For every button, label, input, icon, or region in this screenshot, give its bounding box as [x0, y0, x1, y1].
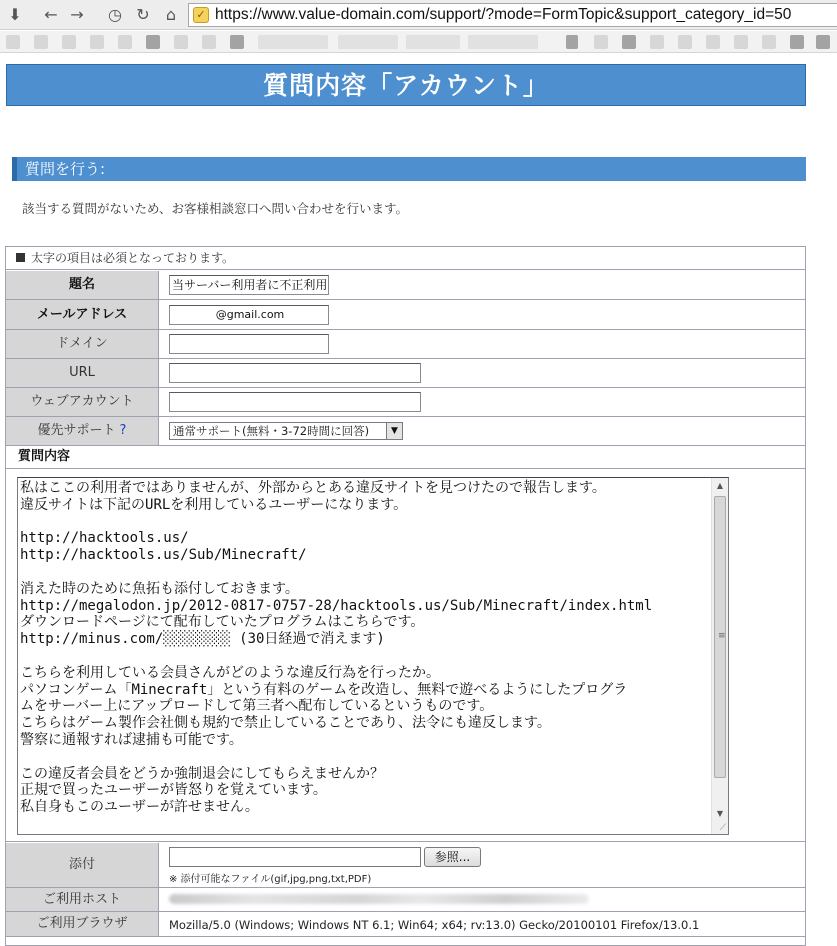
question-text-line: http://minus.com/░░░░░░░░ (30日経過で消えます): [20, 631, 385, 648]
question-text-line: この違反者会員をどうか強制退会にしてもらえませんか？: [20, 765, 384, 782]
question-text-line: [20, 749, 710, 766]
toolbar-icon[interactable]: [174, 35, 188, 49]
form-row-web-account: [6, 388, 805, 417]
question-text-line: 警察に通報すれば逮捕も可能です。: [20, 731, 243, 748]
vertical-scrollbar[interactable]: [711, 478, 728, 834]
toolbar-icon[interactable]: [762, 35, 776, 49]
browser-navigation-bar: [0, 0, 837, 30]
toolbar-bookmark[interactable]: [406, 35, 460, 49]
scrollbar-thumb[interactable]: [714, 496, 726, 778]
page-title: 質問内容「アカウント」: [6, 64, 806, 106]
toolbar-icon[interactable]: [734, 35, 748, 49]
question-text-line: http://hacktools.us/Sub/Minecraft/: [20, 547, 307, 564]
square-bullet-icon: [16, 253, 25, 262]
bookmarks-toolbar: [0, 31, 837, 53]
question-text-line: 違反サイトは下記のURLを利用しているユーザーになります。: [20, 496, 408, 513]
priority-select[interactable]: [169, 422, 403, 440]
reload-icon[interactable]: ↻: [136, 5, 150, 24]
toolbar-icon[interactable]: [230, 35, 244, 49]
toolbar-bookmark[interactable]: [468, 35, 538, 49]
home-icon[interactable]: ⌂: [165, 5, 177, 24]
support-form: [5, 246, 806, 946]
url-input[interactable]: [169, 363, 421, 383]
question-text-line: 私はここの利用者ではありませんが、外部からとある違反サイトを見つけたので報告します。: [20, 480, 606, 496]
toolbar-icon[interactable]: [146, 35, 160, 49]
notice-text: 該当する質問がないため、お客様相談窓口へ問い合わせを行います。: [22, 201, 409, 216]
question-textarea[interactable]: [17, 477, 729, 835]
browse-button[interactable]: 参照...: [424, 847, 481, 867]
form-row-url: [6, 359, 805, 388]
resize-handle-icon[interactable]: ⟋: [719, 823, 726, 833]
question-text-line: ムをサーバー上にアップロードして第三者へ配布しているというものです。: [20, 698, 494, 715]
question-text-line: [20, 564, 710, 581]
question-text-line: 私自身もこのユーザーが許せません。: [20, 799, 259, 816]
download-icon[interactable]: ⬇: [8, 5, 22, 24]
question-text-line: パソコンゲーム「Minecraft」という有料のゲームを改造し、無料で遊べるようにしたプログラ: [20, 681, 628, 698]
priority-select-value: 通常サポート(無料・3-72時間に回答): [173, 424, 370, 438]
browser-value: Mozilla/5.0 (Windows; Windows NT 6.1; Win64; x64; rv:13.0) Gecko/20100101 Firefox/13.0.1: [169, 918, 700, 932]
toolbar-icon[interactable]: [62, 35, 76, 49]
scroll-down-icon[interactable]: ▼: [716, 809, 724, 818]
url-label: URL: [6, 359, 159, 387]
toolbar-icon[interactable]: [706, 35, 720, 49]
web-account-label: ウェブアカウント: [6, 388, 159, 416]
subject-input[interactable]: 当サーバー利用者に不正利用: [169, 275, 329, 295]
section-heading: 質問を行う:: [12, 157, 806, 181]
toolbar-icon[interactable]: [90, 35, 104, 49]
form-row-email: [6, 300, 805, 330]
attachment-label: 添付: [6, 843, 159, 887]
question-text-line: こちらはゲーム製作会社側も規約で禁止していることであり、法令にも違反します。: [20, 715, 551, 732]
question-text-line: [20, 514, 710, 531]
question-text-line: 消えた時のために魚拓も添付しておきます。: [20, 580, 299, 597]
form-row-domain: [6, 330, 805, 359]
toolbar-icon[interactable]: [594, 35, 608, 49]
address-url[interactable]: https://www.value-domain.com/support/?mode=FormTopic&support_category_id=50: [215, 6, 792, 23]
toolbar-icon[interactable]: [566, 35, 578, 49]
form-row-attachment: [6, 843, 805, 888]
form-row-browser: [6, 912, 805, 937]
email-input[interactable]: @gmail.com: [169, 305, 329, 325]
question-text-line: http://hacktools.us/: [20, 530, 189, 547]
attachment-note: ※ 添付可能なファイル(gif,jpg,png,txt,PDF): [169, 874, 372, 885]
back-icon[interactable]: ←: [44, 5, 58, 24]
scroll-up-icon[interactable]: ▲: [716, 481, 724, 490]
toolbar-icon[interactable]: [34, 35, 48, 49]
lock-icon: ✓: [193, 7, 209, 23]
forward-icon[interactable]: →: [70, 5, 84, 24]
priority-label: 優先サポート: [37, 423, 116, 438]
toolbar-icon[interactable]: [816, 35, 830, 49]
toolbar-bookmark[interactable]: [338, 35, 398, 49]
attachment-file-input[interactable]: [169, 847, 421, 867]
toolbar-icon[interactable]: [6, 35, 20, 49]
chevron-down-icon[interactable]: ▼: [386, 423, 402, 439]
toolbar-icon[interactable]: [650, 35, 664, 49]
form-row-subject: [6, 271, 805, 300]
toolbar-icon[interactable]: [790, 35, 804, 49]
host-label: ご利用ホスト: [6, 888, 159, 911]
question-text-line: [20, 648, 710, 665]
toolbar-icon[interactable]: [622, 35, 636, 49]
history-icon[interactable]: ◷: [108, 5, 122, 24]
toolbar-icon[interactable]: [202, 35, 216, 49]
address-bar[interactable]: [188, 3, 837, 27]
priority-label-cell: [6, 417, 159, 445]
subject-label: 題名: [6, 271, 159, 299]
toolbar-icon[interactable]: [118, 35, 132, 49]
priority-help-link[interactable]: ?: [119, 423, 127, 438]
required-note: [6, 247, 805, 270]
domain-input[interactable]: [169, 334, 329, 354]
toolbar-bookmark[interactable]: [258, 35, 328, 49]
form-row-priority: [6, 417, 805, 446]
required-note-text: 太字の項目は必須となっております。: [31, 251, 235, 265]
question-text-line: こちらを利用している会員さんがどのような違反行為を行ったか。: [20, 664, 440, 681]
toolbar-icon[interactable]: [678, 35, 692, 49]
form-row-host: [6, 888, 805, 912]
host-value-redacted: [169, 894, 589, 904]
web-account-input[interactable]: [169, 392, 421, 412]
question-text: [20, 480, 710, 816]
browser-label: ご利用ブラウザ: [6, 912, 159, 936]
email-label: メールアドレス: [6, 300, 159, 329]
grip-icon: ≡: [718, 631, 726, 641]
question-text-line: ダウンロードページにて配布していたプログラムはこちらです。: [20, 614, 425, 631]
question-text-line: 正規で買ったユーザーが皆怒りを覚えています。: [20, 782, 327, 799]
question-text-line: http://megalodon.jp/2012-0817-0757-28/hacktools.us/Sub/Minecraft/index.html: [20, 597, 653, 614]
domain-label: ドメイン: [6, 330, 159, 358]
question-label: 質問内容: [6, 446, 805, 469]
